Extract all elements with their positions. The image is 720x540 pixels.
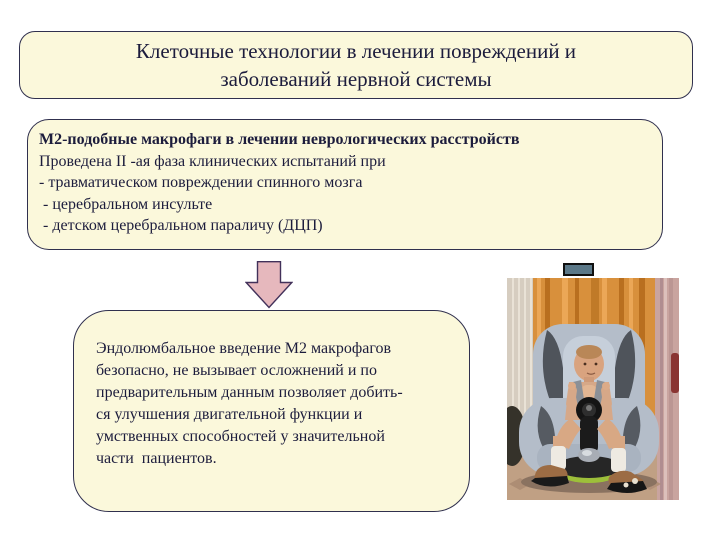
info-box-line: Проведена II -ая фаза клинических испытаний при bbox=[39, 152, 386, 170]
conclusion-line: Эндолюмбальное введение М2 макрофагов bbox=[96, 340, 392, 357]
info-box-line: - детском церебральном параличу (ДЦП) bbox=[39, 217, 323, 234]
title-line: заболеваний нервной системы bbox=[220, 67, 492, 91]
conclusion-line: умственных способностей у значительной bbox=[96, 428, 385, 445]
conclusion-line: безопасно, не вызывает осложнений и по bbox=[96, 362, 377, 379]
slate-rectangle-decoration bbox=[563, 263, 594, 276]
info-box-heading: М2-подобные макрофаги в лечении неврологических расстройств bbox=[39, 131, 520, 148]
conclusion-line: ся улучшения двигательной функции и bbox=[96, 406, 363, 423]
info-box-line: - травматическом повреждении спинного мозга bbox=[39, 174, 363, 191]
conclusion-line: предварительным данным позволяет добить- bbox=[96, 384, 403, 401]
conclusion-box bbox=[73, 310, 470, 512]
title-box bbox=[19, 31, 693, 99]
child-car-seat-photo bbox=[507, 278, 679, 500]
macrophage-info-box bbox=[27, 119, 663, 250]
title-line: Клеточные технологии в лечении повреждений и bbox=[135, 39, 577, 63]
down-arrow-icon bbox=[245, 261, 293, 309]
conclusion-line: части пациентов. bbox=[96, 450, 217, 467]
info-box-line: - церебральном инсульте bbox=[39, 195, 213, 213]
